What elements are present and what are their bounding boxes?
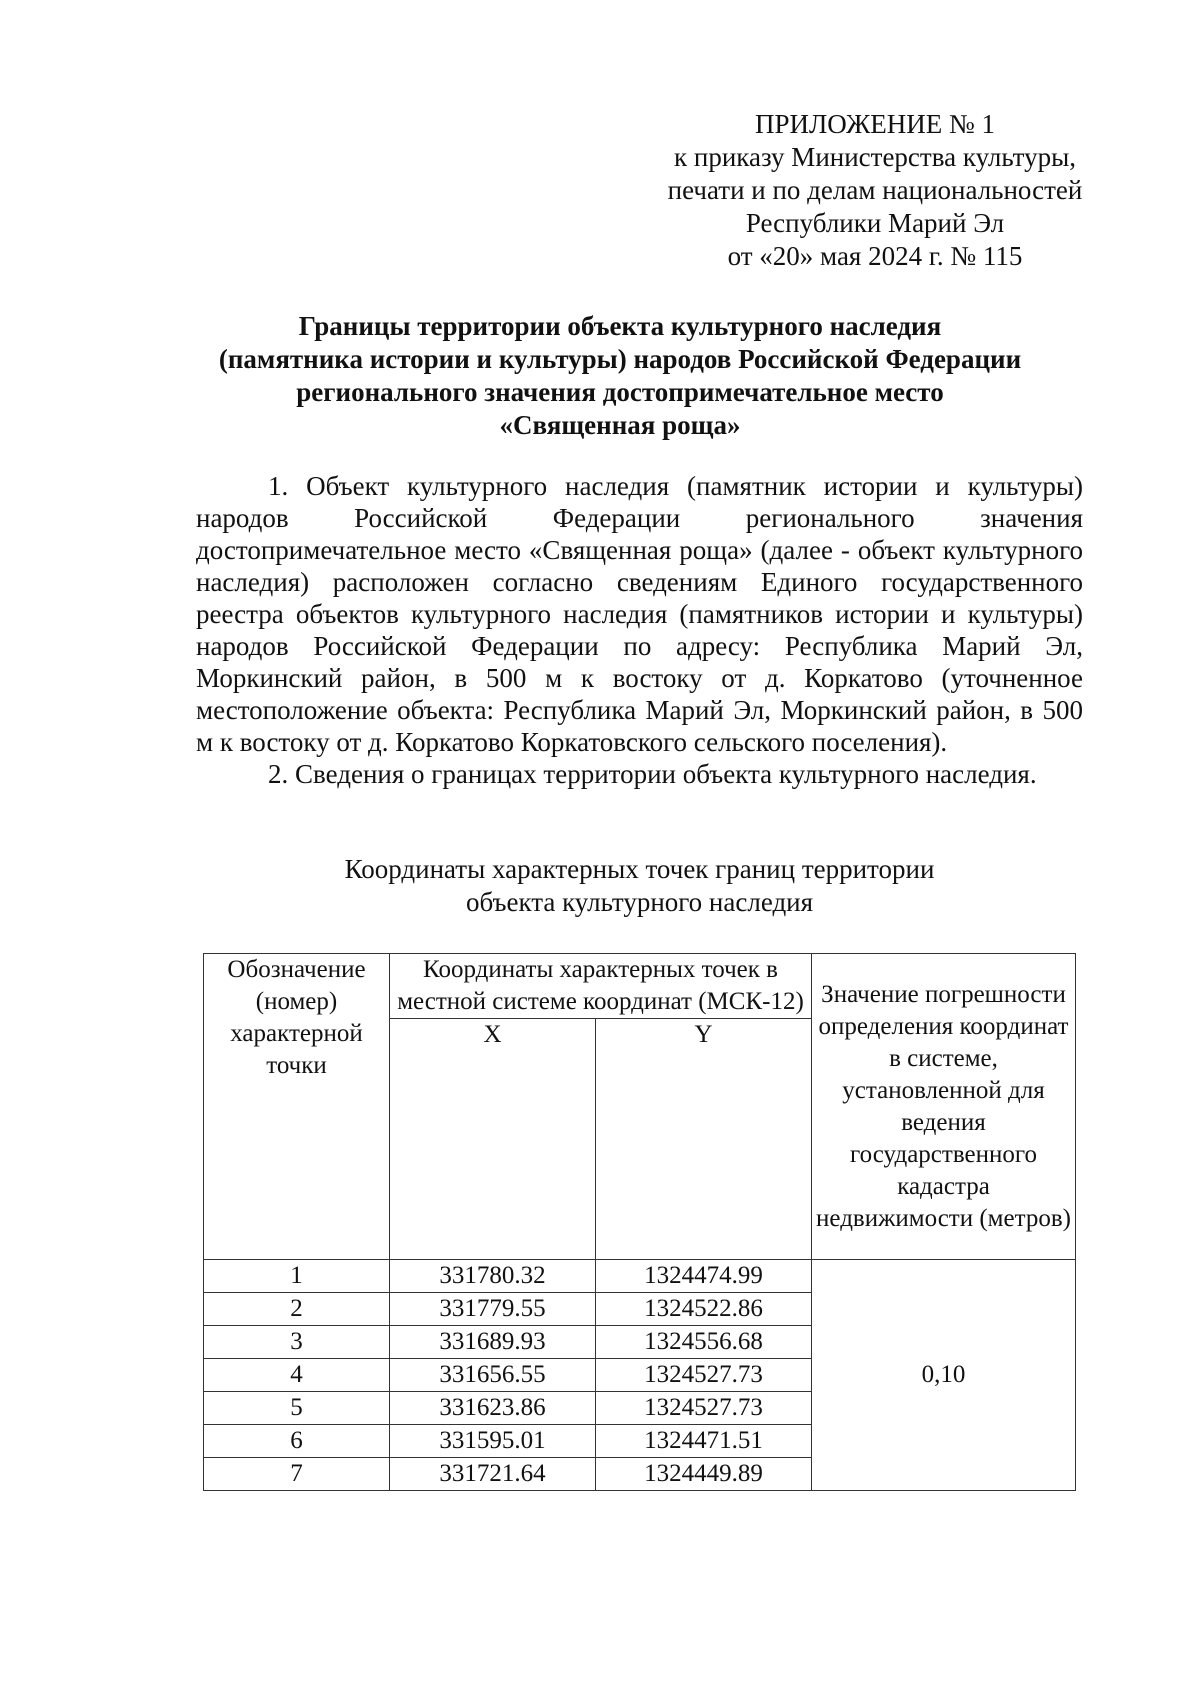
point-number: 6 [204, 1425, 390, 1458]
coordinates-caption [196, 853, 1083, 919]
title-line: Границы территории объекта культурного наследия [298, 311, 942, 341]
point-number: 5 [204, 1392, 390, 1425]
header-y: Y [596, 1019, 812, 1260]
y-value: 1324556.68 [596, 1326, 812, 1359]
y-value: 1324471.51 [596, 1425, 812, 1458]
header-error: Значение погрешности определения координат в системе, установленной для ведения государственного кадастра недвижимости (метров) [812, 954, 1076, 1260]
annex-order-line: к приказу Министерства культуры, [674, 142, 1076, 172]
annex-order-date: от «20» мая 2024 г. № 115 [727, 241, 1023, 271]
point-number: 1 [204, 1260, 390, 1293]
y-value: 1324527.73 [596, 1392, 812, 1425]
point-number: 2 [204, 1293, 390, 1326]
title-line: (памятника истории и культуры) народов Российской Федерации [218, 344, 1022, 374]
x-value: 331779.55 [390, 1293, 596, 1326]
y-value: 1324522.86 [596, 1293, 812, 1326]
y-value: 1324527.73 [596, 1359, 812, 1392]
annex-number: ПРИЛОЖЕНИЕ № 1 [754, 109, 996, 139]
point-number: 3 [204, 1326, 390, 1359]
x-value: 331595.01 [390, 1425, 596, 1458]
point-number: 7 [204, 1458, 390, 1491]
error-value: 0,10 [812, 1260, 1076, 1491]
document-title [120, 310, 1120, 442]
body-text [196, 470, 1083, 790]
title-line: «Священная роща» [499, 410, 741, 440]
coordinates-table [203, 953, 1076, 1491]
annex-order-line: печати и по делам национальностей [667, 175, 1083, 205]
caption-line: объекта культурного наследия [465, 887, 814, 917]
y-value: 1324449.89 [596, 1458, 812, 1491]
header-x: X [390, 1019, 596, 1260]
table-row [204, 1260, 1076, 1293]
paragraph-2: 2. Сведения о границах территории объекта культурного наследия. [268, 759, 1037, 789]
x-value: 331689.93 [390, 1326, 596, 1359]
x-value: 331656.55 [390, 1359, 596, 1392]
annex-order-line: Республики Марий Эл [745, 208, 1005, 238]
header-coords: Координаты характерных точек в местной системе координат (МСК-12) [390, 954, 812, 1019]
paragraph-1: 1. Объект культурного наследия (памятник истории и культуры) народов Российской Федерации регионального значения достопримечательное место «Священная роща» (далее - объект культурного наследия) расположен согласно сведениям Единого государственного реестра объектов культурного наследия (памятников истории и культуры) народов Российской Федерации по адресу: Республика Марий Эл, Моркинский район, в 500 м к востоку от д. Коркатово (уточненное местоположение объекта: Республика Марий Эл, Моркинский район, в 500 м к востоку от д. Коркатово Коркатовского сельского поселения). [196, 471, 1083, 757]
y-value: 1324474.99 [596, 1260, 812, 1293]
header-point: Обозначение (номер) характерной точки [204, 954, 390, 1260]
annex-header [640, 108, 1110, 273]
title-line: регионального значения достопримечательное место [296, 377, 944, 407]
x-value: 331721.64 [390, 1458, 596, 1491]
x-value: 331780.32 [390, 1260, 596, 1293]
caption-line: Координаты характерных точек границ территории [344, 854, 935, 884]
x-value: 331623.86 [390, 1392, 596, 1425]
point-number: 4 [204, 1359, 390, 1392]
